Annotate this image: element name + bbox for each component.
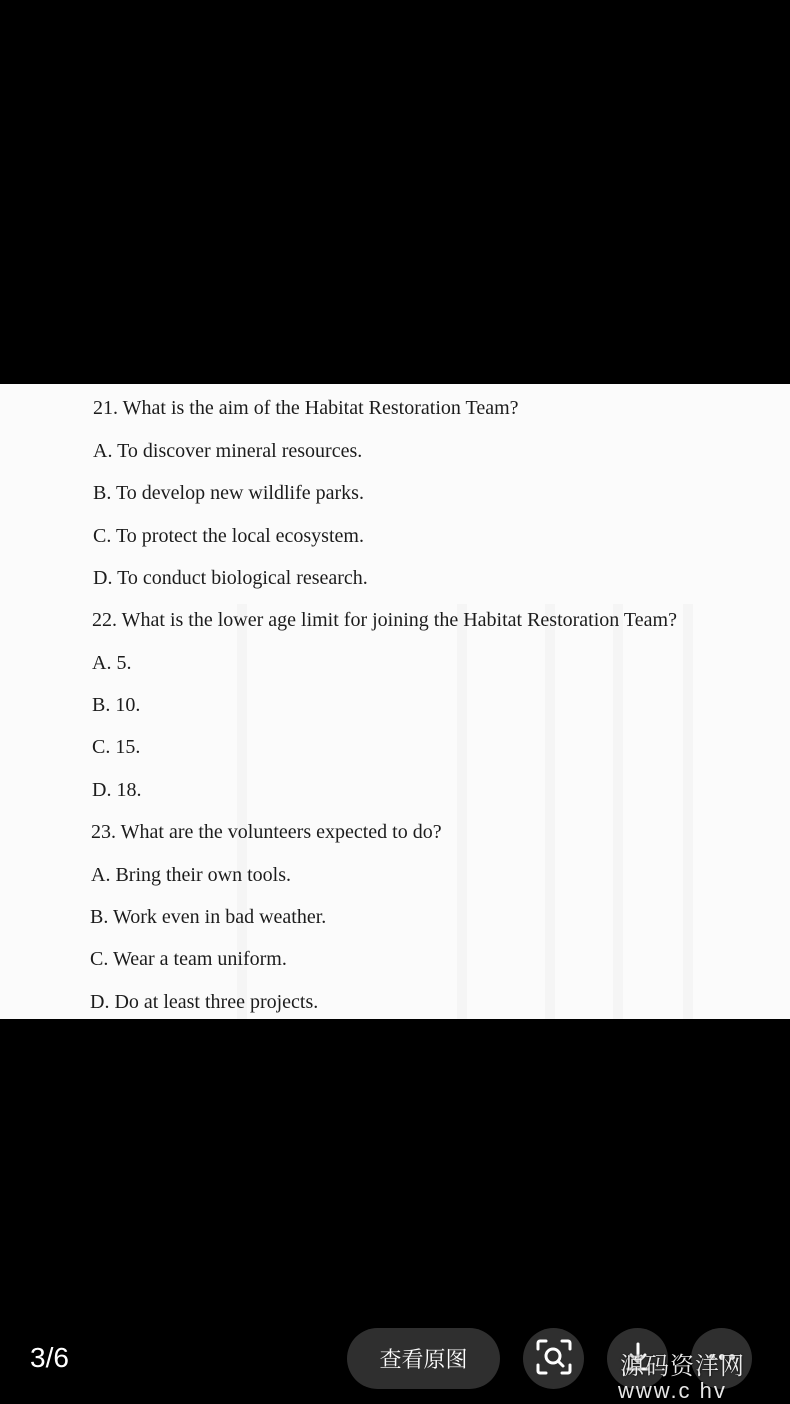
exam-photo [0, 384, 790, 1019]
watermark-text: 源码资洋网 [620, 1352, 745, 1380]
answer-option: B. Work even in bad weather. [90, 906, 327, 928]
answer-option: A. Bring their own tools. [91, 864, 291, 886]
question-stem: 22. What is the lower age limit for joining the Habitat Restoration Team? [92, 609, 677, 631]
answer-option: D. Do at least three projects. [90, 991, 319, 1013]
question-stem: 23. What are the volunteers expected to do? [91, 821, 442, 843]
answer-option: C. To protect the local ecosystem. [93, 525, 364, 547]
scan-stripe [457, 604, 467, 1019]
question-stem: 21. What is the aim of the Habitat Restoration Team? [93, 397, 519, 419]
answer-option: A. To discover mineral resources. [93, 440, 363, 462]
answer-option: B. 10. [92, 694, 141, 716]
scan-stripe [545, 604, 555, 1019]
answer-option: D. To conduct biological research. [93, 567, 368, 589]
answer-option: C. 15. [92, 736, 141, 758]
download-icon [620, 1339, 656, 1379]
view-original-button[interactable] [347, 1328, 500, 1389]
search-scan-icon [534, 1337, 574, 1381]
answer-option: B. To develop new wildlife parks. [93, 482, 364, 504]
answer-option: C. Wear a team uniform. [90, 948, 287, 970]
scan-stripe [683, 604, 693, 1019]
image-search-button[interactable] [523, 1328, 584, 1389]
download-button[interactable] [607, 1328, 668, 1389]
answer-option: D. 18. [92, 779, 142, 801]
answer-option: A. 5. [92, 652, 132, 674]
more-options-button[interactable] [691, 1328, 752, 1389]
scan-stripe [613, 604, 623, 1019]
page-indicator: 3/6 [30, 1342, 69, 1373]
watermark-url: www.c hv [618, 1378, 727, 1403]
more-icon [704, 1339, 740, 1379]
view-original-label: 查看原图 [379, 1348, 468, 1373]
